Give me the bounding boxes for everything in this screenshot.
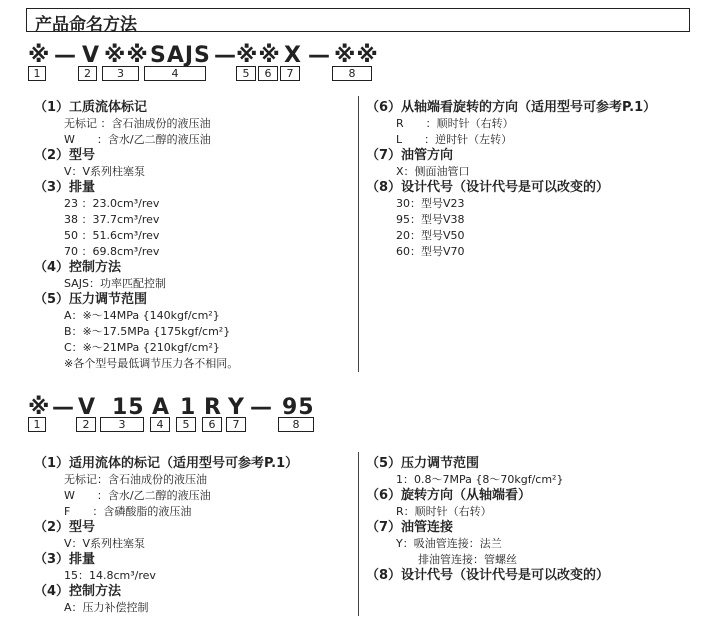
section-item: Y：吸油管连接：法兰	[396, 537, 502, 550]
section-heading: （6）旋转方向（从轴端看）	[366, 488, 532, 503]
section-heading: （4）控制方法	[34, 584, 122, 599]
block1-left-column	[34, 100, 354, 372]
code1-box-3: 3	[102, 66, 139, 81]
code2-seg-5: A	[152, 395, 171, 420]
code2-seg-7: R	[204, 395, 222, 420]
section-heading: （5）压力调节范围	[366, 456, 480, 471]
section-item: W ：含水/乙二醇的液压油	[64, 133, 211, 146]
code2-box-6: 6	[202, 417, 222, 432]
section-item: L ：逆时针（左转）	[396, 133, 513, 146]
code1-seg-2: —	[54, 43, 77, 68]
title-bar	[26, 8, 690, 35]
section-heading: （1）工质流体标记	[34, 100, 148, 115]
section-item: F ：含磷酸脂的液压油	[64, 505, 192, 518]
section-heading: （3）排量	[34, 180, 96, 195]
section-item: 无标记 ：含石油成份的液压油	[64, 117, 211, 130]
code1-seg-9: —	[308, 43, 331, 68]
section-item: 排油管连接：管螺丝	[396, 553, 517, 566]
code2-seg-10: 95	[282, 395, 315, 420]
section-heading: （7）油管方向	[366, 148, 454, 163]
section-heading: （1）适用流体的标记（适用型号可参考P.1）	[34, 456, 299, 471]
section-item: B：※～17.5MPa {175kgf/cm²}	[64, 325, 231, 338]
code1-seg-7: ※※	[236, 43, 281, 68]
code1-box-5: 5	[236, 66, 256, 81]
code1-box-1: 1	[28, 66, 46, 81]
code2-position-boxes	[28, 417, 348, 433]
code2-seg-6: 1	[180, 395, 197, 420]
code2-box-2: 2	[76, 417, 96, 432]
code2-box-3: 3	[100, 417, 144, 432]
section-item: 38 ：37.7cm³/rev	[64, 213, 160, 226]
section-item: 50 ：51.6cm³/rev	[64, 229, 160, 242]
section-item: 20：型号V50	[396, 229, 465, 242]
section-item: 无标记：含石油成份的液压油	[64, 473, 207, 486]
block1-column-divider	[358, 96, 359, 372]
section-item: 23 ：23.0cm³/rev	[64, 197, 160, 210]
section-item: R：顺时针（右转）	[396, 505, 492, 518]
code1-seg-3: V	[82, 43, 101, 68]
code1-box-8: 8	[332, 66, 372, 81]
block2-right-column	[366, 456, 696, 584]
code1-box-4: 4	[144, 66, 206, 81]
code2-seg-1: ※	[28, 395, 51, 420]
page-title: 产品命名方法	[35, 15, 137, 35]
section-heading: （4）控制方法	[34, 260, 122, 275]
section-heading: （2）型号	[34, 148, 96, 163]
code2-box-7: 7	[226, 417, 246, 432]
section-heading: （6）从轴端看旋转的方向（适用型号可参考P.1）	[366, 100, 657, 115]
section-item: 70 ：69.8cm³/rev	[64, 245, 160, 258]
section-heading: （3）排量	[34, 552, 96, 567]
code2-box-4: 4	[150, 417, 170, 432]
section-item: V：V系列柱塞泵	[64, 165, 146, 178]
code2-box-5: 5	[176, 417, 196, 432]
code1-box-7: 7	[280, 66, 300, 81]
section-item: 15：14.8cm³/rev	[64, 569, 156, 582]
block2-left-column	[34, 456, 354, 616]
section-heading: （8）设计代号（设计代号是可以改变的）	[366, 568, 610, 583]
code1-position-boxes	[28, 66, 388, 82]
section-item: V：V系列柱塞泵	[64, 537, 146, 550]
section-item: A：※～14MPa {140kgf/cm²}	[64, 309, 220, 322]
section-item: W ：含水/乙二醇的液压油	[64, 489, 211, 502]
code1-box-6: 6	[258, 66, 278, 81]
code2-box-8: 8	[278, 417, 314, 432]
block1-right-column	[366, 100, 696, 260]
code1-seg-5: SAJS	[150, 43, 211, 68]
section-item: 60：型号V70	[396, 245, 465, 258]
code2-seg-3: V	[78, 395, 97, 420]
section-item: A：压力补偿控制	[64, 601, 149, 614]
code1-seg-6: —	[214, 43, 237, 68]
code1-seg-10: ※※	[334, 43, 379, 68]
section-item: 30：型号V23	[396, 197, 465, 210]
section-item: ※各个型号最低调节压力各不相同。	[64, 357, 239, 370]
code1-seg-1: ※	[28, 43, 51, 68]
section-heading: （8）设计代号（设计代号是可以改变的）	[366, 180, 610, 195]
code1-seg-4: ※※	[104, 43, 149, 68]
code1-seg-8: X	[284, 43, 302, 68]
code2-seg-9: —	[250, 395, 273, 420]
section-heading: （7）油管连接	[366, 520, 454, 535]
section-item: R ：顺时针（右转）	[396, 117, 514, 130]
code2-seg-8: Y	[228, 395, 245, 420]
section-heading: （2）型号	[34, 520, 96, 535]
code2-seg-4: 15	[112, 395, 145, 420]
section-heading: （5）压力调节范围	[34, 292, 148, 307]
code1-box-2: 2	[78, 66, 97, 81]
code2-seg-2: —	[52, 395, 75, 420]
section-item: X：侧面油管口	[396, 165, 470, 178]
section-item: SAJS：功率匹配控制	[64, 277, 166, 290]
section-item: C：※～21MPa {210kgf/cm²}	[64, 341, 220, 354]
section-item: 1：0.8～7MPa {8～70kgf/cm²}	[396, 473, 564, 486]
block2-column-divider	[358, 452, 359, 616]
code2-box-1: 1	[28, 417, 46, 432]
section-item: 95：型号V38	[396, 213, 465, 226]
